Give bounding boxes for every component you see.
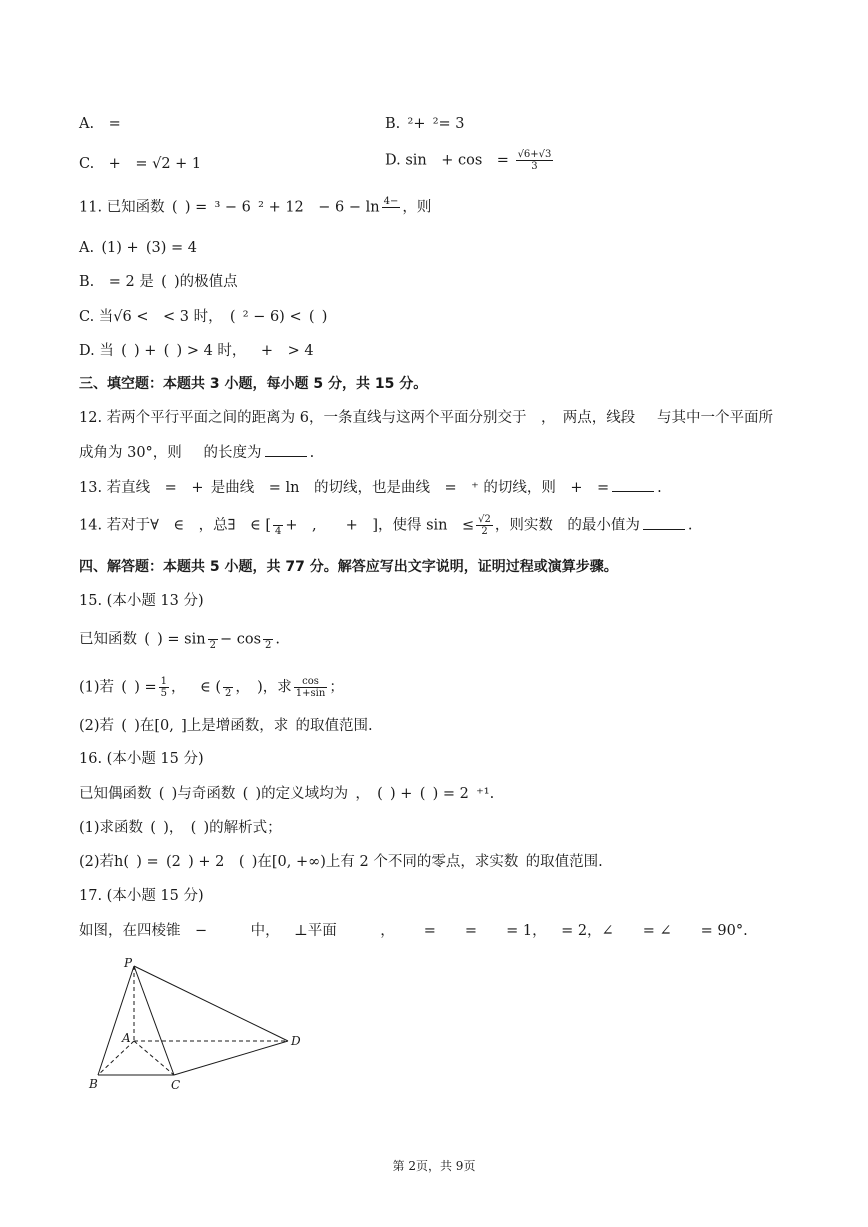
q10-option-d — [385, 149, 555, 172]
fraction-numerator: 1 — [160, 676, 167, 687]
section-3-heading: 三、填空题：本题共 3 小题，每小题 5 分，共 15 分。 — [79, 376, 428, 392]
label-a: A — [122, 1031, 131, 1045]
q14-fraction-2 — [476, 514, 493, 537]
label-d: D — [291, 1034, 301, 1048]
edge-cd — [174, 1041, 288, 1075]
label-p: P — [124, 956, 133, 970]
q14-text: 14. 若对于∀ ∈ ，总∃ ∈ [ — [79, 517, 272, 534]
q14: 14. 若对于∀ ∈ ，总∃ ∈ [ 4 + , + ]，使得 sin ≤ $\frac{√2}{2}$ ，则实数 的最小值为 . — [79, 514, 693, 537]
fraction-denominator: 3 — [531, 161, 538, 172]
fraction-denominator: 5 — [160, 688, 167, 699]
section-4-heading: 四、解答题：本题共 5 小题，共 77 分。解答应写出文字说明，证明过程或演算步骤。 — [79, 559, 618, 575]
q10-option-c-text: C. + = √2 + 1 — [79, 156, 202, 172]
pyramid-figure — [80, 952, 320, 1092]
q16-part-1: (1)求函数 ( )， ( )的解析式； — [79, 820, 282, 836]
q14-fraction-1 — [273, 514, 283, 537]
q11-option-b-text: B. = 2 是 ( )的极值点 — [79, 274, 238, 290]
edge-pb — [98, 966, 134, 1075]
q11-option-a — [79, 238, 197, 258]
q14-text-tail: ，则实数 的最小值为 — [494, 517, 640, 534]
q15-part-1-tail: ； — [329, 679, 344, 696]
q13-text: 13. 若直线 = + 是曲线 = ln 的切线，也是曲线 = ⁺ 的切线，则 + = — [79, 480, 610, 496]
answer-blank[interactable] — [265, 442, 307, 457]
q16-stem: 已知偶函数 ( )与奇函数 ( )的定义域均为 ， ( ) + ( ) = 2 ⁺¹. — [79, 786, 495, 802]
q15-part-2: (2)若 ( )在[0, ]上是增函数，求 的取值范围. — [79, 718, 373, 734]
fraction-numerator: 4− — [383, 196, 399, 207]
q15-fraction-2 — [263, 628, 273, 651]
fraction-numerator — [273, 514, 283, 526]
fraction-numerator — [263, 628, 273, 640]
q11-stem — [79, 196, 431, 219]
q11-stem-text: 11. 已知函数 ( ) = ³ − 6 ² + 12 − 6 − ln — [79, 199, 380, 216]
q15-stem — [79, 628, 280, 651]
fraction-numerator: √2 — [478, 514, 491, 525]
q11-stem-fraction — [382, 196, 401, 219]
label-c: C — [171, 1078, 181, 1092]
fraction-denominator: 2 — [225, 688, 232, 699]
q15-part-1-text: (1)若 ( ) = — [79, 679, 157, 696]
q10-option-c — [79, 154, 201, 174]
label-b: B — [89, 1077, 98, 1091]
q15-part-1 — [79, 676, 344, 699]
fraction-denominator: 2 — [481, 526, 488, 537]
fraction-denominator: 2 — [265, 640, 272, 651]
q17-header: 17. (本小题 15 分) — [79, 888, 204, 904]
q15-part-1-fraction-1 — [159, 676, 169, 699]
q13: 13. 若直线 = + 是曲线 = ln 的切线，也是曲线 = ⁺ 的切线，则 + = . — [79, 477, 662, 498]
q11-option-c — [79, 307, 327, 327]
fraction-numerator — [208, 628, 218, 640]
q15-part-1-mid2: ， )，求 — [235, 679, 292, 696]
q14-text-mid: + , + ]，使得 sin ≤ — [285, 517, 475, 534]
q15-stem-tail: . — [275, 631, 281, 648]
q10-option-b — [385, 114, 465, 134]
q15-header: 15. (本小题 13 分) — [79, 593, 204, 609]
q15-fraction-1 — [208, 628, 218, 651]
q11-option-c-text: C. 当√6 < < 3 时， ( ² − 6) < ( ) — [79, 309, 328, 325]
q10-option-d-text: D. sin + cos = — [385, 152, 509, 169]
q11-option-a-text: A. (1) + (3) = 4 — [79, 240, 198, 256]
q10-option-a-text: A. = — [79, 116, 121, 132]
answer-blank[interactable] — [643, 515, 685, 530]
q11-option-d-text: D. 当 ( ) + ( ) > 4 时， + > 4 — [79, 343, 314, 359]
q15-part-1-mid: ， ∈ ( — [171, 679, 221, 696]
q10-option-b-text: B. ²+ ²= 3 — [385, 116, 465, 132]
fraction-numerator: √6+√3 — [517, 149, 552, 160]
q16-header: 16. (本小题 15 分) — [79, 751, 204, 767]
fraction-denominator: 2 — [209, 640, 216, 651]
page-footer: 第 2页，共 9页 — [392, 1159, 476, 1173]
q12-line-2: 成角为 30°，则 的长度为 . — [79, 442, 314, 463]
q17-stem: 如图，在四棱锥 − 中， ⊥平面 ， = = = 1， = 2，∠ = ∠ = 90°. — [79, 923, 748, 939]
q16-part-2: (2)若h( ) = (2 ) + 2 ( )在[0, +∞)上有 2 个不同的零点，求实数 的取值范围. — [79, 854, 603, 870]
q11-option-b — [79, 272, 238, 292]
q15-part-1-fraction-3 — [294, 676, 328, 699]
q12-line-2-text: 成角为 30°，则 的长度为 — [79, 445, 262, 461]
fraction-numerator — [223, 676, 233, 688]
fraction-numerator: cos — [294, 676, 328, 688]
fraction-denominator: 4 — [275, 526, 282, 537]
fraction-denominator: 1+sin — [295, 688, 326, 699]
q15-stem-mid: − cos — [219, 631, 262, 648]
answer-blank[interactable] — [612, 477, 654, 492]
q15-stem-text: 已知函数 ( ) = sin — [79, 631, 206, 648]
q10-option-a — [79, 114, 121, 134]
q11-option-d — [79, 341, 314, 361]
q11-stem-tail: ，则 — [402, 199, 432, 216]
fraction-denominator — [382, 208, 401, 219]
q10-option-d-fraction — [516, 149, 554, 172]
q15-part-1-fraction-2 — [223, 676, 233, 699]
q12-line-1: 12. 若两个平行平面之间的距离为 6，一条直线与这两个平面分别交于 ， 两点，线段 与其中一个平面所 — [79, 410, 773, 426]
